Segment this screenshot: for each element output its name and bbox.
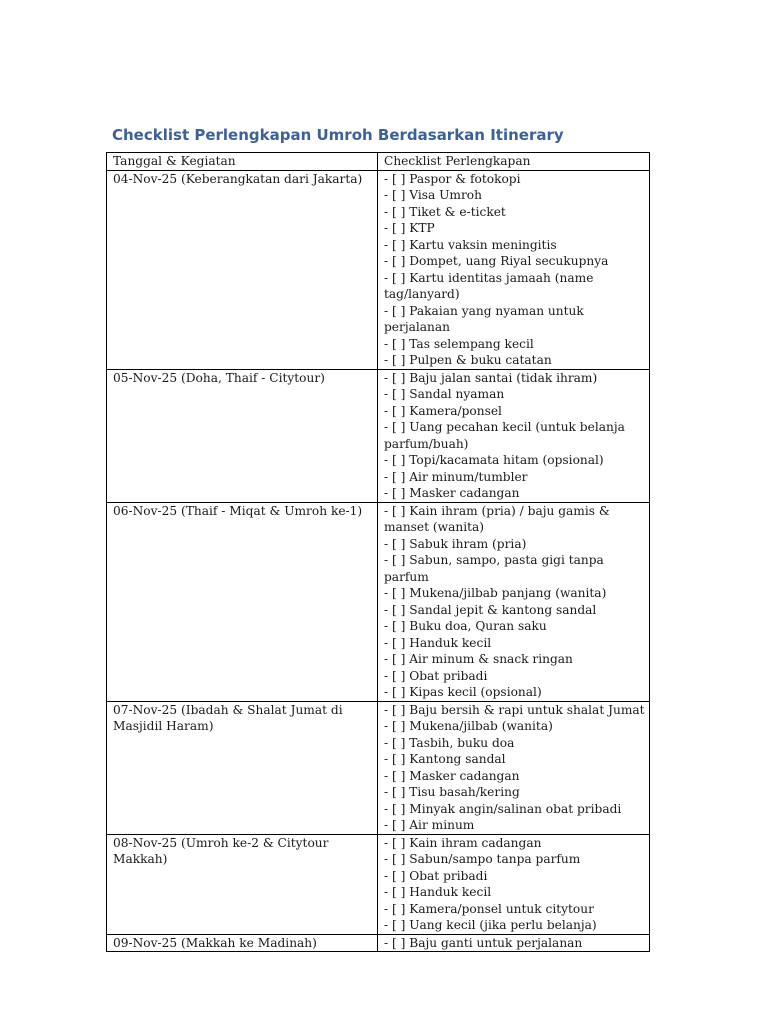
checklist-item: - [ ] Mukena/jilbab (wanita) (384, 719, 553, 733)
checklist-item: - [ ] Tiket & e-ticket (384, 204, 506, 219)
checklist-item: - [ ] Tisu basah/kering (384, 785, 520, 799)
checklist-table (106, 152, 650, 952)
table-row (107, 170, 650, 369)
checklist-item: - [ ] Pulpen & buku catatan (384, 353, 552, 367)
document-title: Checklist Perlengkapan Umroh Berdasarkan Itinerary (112, 126, 564, 144)
checklist-item: - [ ] Masker cadangan (384, 768, 520, 783)
checklist-item: - [ ] Pakaian yang nyaman untuk perjalanan (384, 303, 584, 334)
date-activity-cell: 08-Nov-25 (Umroh ke-2 & Citytour Makkah) (107, 834, 378, 934)
date-activity-cell: 09-Nov-25 (Makkah ke Madinah) (107, 934, 378, 952)
checklist-item: - [ ] Kain ihram (pria) / baju gamis & manset (wanita) (384, 503, 610, 534)
date-activity-cell: 05-Nov-25 (Doha, Thaif - Citytour) (107, 369, 378, 502)
checklist-item: - [ ] Dompet, uang Riyal secukupnya (384, 254, 609, 268)
checklist-item: - [ ] Kantong sandal (384, 752, 506, 766)
checklist-item: - [ ] Obat pribadi (384, 868, 488, 883)
checklist-item: - [ ] Baju jalan santai (tidak ihram) (384, 370, 598, 385)
checklist-item: - [ ] Air minum & snack ringan (384, 652, 573, 666)
checklist-item: - [ ] Paspor & fotokopi (384, 171, 521, 186)
document-page (106, 124, 649, 952)
checklist-item: - [ ] Handuk kecil (384, 635, 492, 650)
checklist-item: - [ ] Kain ihram cadangan (384, 835, 542, 850)
checklist-cell (378, 834, 650, 934)
checklist-item: - [ ] Minyak angin/salinan obat pribadi (384, 801, 622, 816)
checklist-item: - [ ] KTP (384, 221, 435, 235)
table-header-row (107, 153, 650, 171)
checklist-item: - [ ] Sabuk ihram (pria) (384, 536, 527, 551)
checklist-item: - [ ] Air minum (384, 818, 475, 832)
checklist-item: - [ ] Masker cadangan (384, 486, 520, 500)
checklist-cell (378, 170, 650, 369)
checklist-cell (378, 369, 650, 502)
checklist-item: - [ ] Buku doa, Quran saku (384, 619, 547, 633)
checklist-item: - [ ] Sandal jepit & kantong sandal (384, 602, 597, 617)
checklist-item: - [ ] Sabun/sampo tanpa parfum (384, 852, 581, 866)
checklist-item: - [ ] Mukena/jilbab panjang (wanita) (384, 586, 607, 600)
date-activity-cell: 04-Nov-25 (Keberangkatan dari Jakarta) (107, 170, 378, 369)
table-row (107, 834, 650, 934)
checklist-item: - [ ] Topi/kacamata hitam (opsional) (384, 453, 604, 467)
checklist-cell (378, 502, 650, 701)
table-row (107, 369, 650, 502)
column-header-date-activity: Tanggal & Kegiatan (107, 153, 378, 171)
checklist-item: - [ ] Baju bersih & rapi untuk shalat Jumat (384, 702, 645, 717)
checklist-item: - [ ] Baju ganti untuk perjalanan (384, 935, 583, 950)
table-row (107, 701, 650, 834)
checklist-item: - [ ] Kartu identitas jamaah (name tag/lanyard) (384, 270, 594, 301)
table-row (107, 934, 650, 952)
table-row (107, 502, 650, 701)
checklist-item: - [ ] Sabun, sampo, pasta gigi tanpa parfum (384, 553, 604, 584)
checklist-item: - [ ] Tas selempang kecil (384, 336, 534, 351)
checklist-item: - [ ] Kamera/ponsel untuk citytour (384, 901, 594, 916)
date-activity-cell: 06-Nov-25 (Thaif - Miqat & Umroh ke-1) (107, 502, 378, 701)
checklist-item: - [ ] Kartu vaksin meningitis (384, 237, 557, 252)
checklist-item: - [ ] Tasbih, buku doa (384, 735, 515, 750)
checklist-item: - [ ] Kipas kecil (opsional) (384, 685, 542, 699)
checklist-item: - [ ] Sandal nyaman (384, 387, 505, 401)
checklist-item: - [ ] Uang pecahan kecil (untuk belanja parfum/buah) (384, 420, 625, 451)
checklist-item: - [ ] Handuk kecil (384, 885, 492, 899)
column-header-checklist: Checklist Perlengkapan (378, 153, 650, 171)
checklist-cell (378, 934, 650, 952)
checklist-item: - [ ] Uang kecil (jika perlu belanja) (384, 918, 597, 932)
checklist-item: - [ ] Visa Umroh (384, 188, 482, 202)
date-activity-cell: 07-Nov-25 (Ibadah & Shalat Jumat di Masjidil Haram) (107, 701, 378, 834)
checklist-item: - [ ] Kamera/ponsel (384, 403, 502, 418)
checklist-cell (378, 701, 650, 834)
checklist-item: - [ ] Obat pribadi (384, 668, 488, 683)
checklist-item: - [ ] Air minum/tumbler (384, 469, 528, 484)
